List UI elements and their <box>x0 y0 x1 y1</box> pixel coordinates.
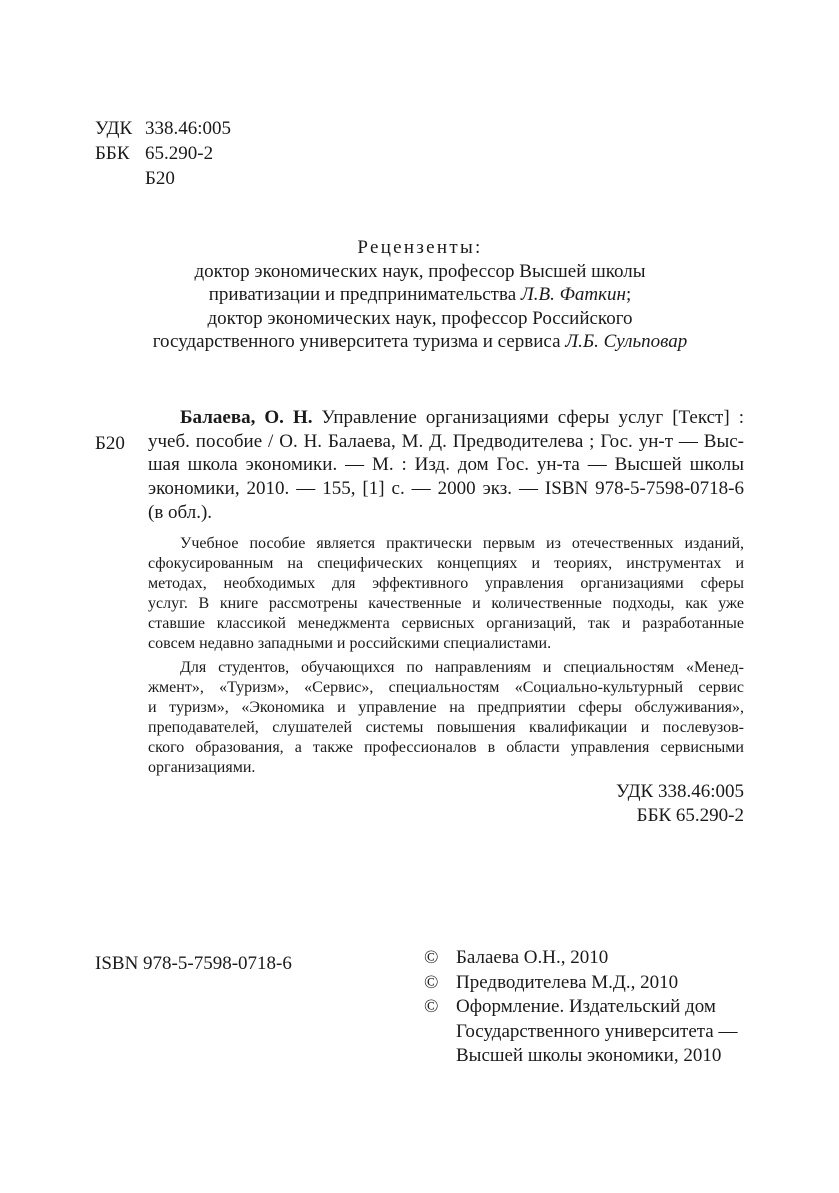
reviewer-name: Л.В. Фаткин <box>520 284 626 305</box>
reviewer-line: доктор экономических наук, профессор Российского <box>207 307 633 329</box>
isbn: ISBN 978-5-7598-0718-6 <box>95 953 292 974</box>
annotation-line: жмент», «Туризм», «Сервис», специальностям «Социально-культурный сервис <box>148 679 744 696</box>
reviewers-heading: Рецензенты: <box>357 237 483 258</box>
biblio-line <box>148 406 744 430</box>
reviewer-line <box>95 283 745 307</box>
biblio-author: Балаева, О. Н. <box>180 407 313 428</box>
bibliographic-record <box>148 406 744 525</box>
copyright-holder: Предводителева М.Д., 2010 <box>456 971 679 993</box>
annotation-line: сфокусированным на специфических концепциях и теориях, инструментах и <box>148 555 744 572</box>
copyright-holder: Оформление. Издательский дом <box>456 996 716 1017</box>
reviewer-affiliation: государственного университета туризма и сервиса <box>152 331 566 352</box>
annotation-line: совсем недавно западными и российскими специалистами. <box>148 635 552 652</box>
copyright-symbol: © <box>424 947 439 968</box>
biblio-line: учеб. пособие / О. Н. Балаева, М. Д. Предводителева ; Гос. ун-т — Выс- <box>148 430 744 452</box>
annotation-line: ского образования, а также профессионалов в области управления сервисными <box>148 739 744 756</box>
annotation <box>148 534 744 778</box>
biblio-line: экономики, 2010. — 155, [1] с. — 2000 экз. — ISBN 978-5-7598-0718-6 <box>148 478 744 500</box>
annotation-line: Для студентов, обучающихся по направлениям и специальностям «Менед- <box>180 659 744 676</box>
author-mark: Б20 <box>145 168 175 189</box>
copyright-block <box>424 946 738 1069</box>
annotation-line: услуг. В книге рассмотрены качественные и количественные подходы, как уже <box>148 595 744 612</box>
annotation-line: ставшие классикой менеджмента сервисных организаций, так и разработанные <box>148 615 744 632</box>
biblio-author-mark: Б20 <box>95 433 125 454</box>
copyright-symbol: © <box>424 996 439 1017</box>
copyright-holder-cont: Государственного университета — <box>456 1020 738 1042</box>
codes-bottom <box>616 780 744 828</box>
biblio-line: (в обл.). <box>148 501 213 523</box>
reviewer-name: Л.Б. Сульповар <box>565 331 688 352</box>
bbk-value: 65.290-2 <box>145 143 214 164</box>
udk-label: УДК <box>95 118 133 139</box>
biblio-title: Управление организациями сферы услуг [Текст] : <box>312 407 744 428</box>
annotation-line: методах, необходимых для эффективного управления организациями сферы <box>148 575 744 592</box>
annotation-line: преподавателей, слушателей системы повышения квалификации и послевузов- <box>148 719 744 736</box>
copyright-holder-cont: Высшей школы экономики, 2010 <box>456 1045 722 1066</box>
reviewer-line <box>95 330 745 354</box>
annotation-line: организациями. <box>148 759 256 776</box>
copyright-symbol: © <box>424 971 439 993</box>
annotation-line: и туризм», «Экономика и управление на предприятии сферы обслуживания», <box>148 699 744 716</box>
biblio-line: шая школа экономики. — М. : Изд. дом Гос. ун-та — Высшей школы <box>148 454 744 476</box>
bbk-label: ББК <box>95 143 130 164</box>
reviewer-separator: ; <box>625 284 632 305</box>
classification-block <box>95 116 231 191</box>
udk-value: 338.46:005 <box>145 118 232 139</box>
reviewers-block <box>95 236 745 354</box>
reviewer-affiliation: приватизации и предпринимательства <box>208 284 521 305</box>
udk-code: УДК 338.46:005 <box>616 781 744 802</box>
bbk-code: ББК 65.290-2 <box>636 805 744 826</box>
reviewer-line: доктор экономических наук, профессор Высшей школы <box>194 260 646 282</box>
copyright-holder: Балаева О.Н., 2010 <box>456 947 609 968</box>
annotation-line: Учебное пособие является практически первым из отечественных изданий, <box>180 535 744 552</box>
